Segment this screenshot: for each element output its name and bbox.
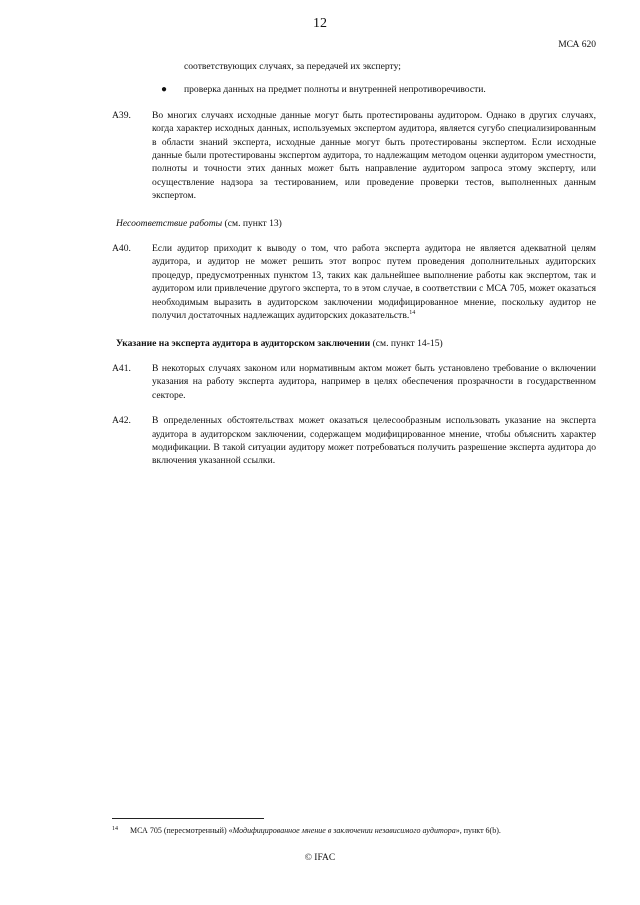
paragraph-a41 xyxy=(112,362,596,402)
bullet-text: проверка данных на предмет полноты и внутренней непротиворечивости. xyxy=(184,84,486,96)
footnote-reference[interactable]: 14 xyxy=(409,309,416,316)
paragraph-a40 xyxy=(112,242,596,322)
paragraph-text: Если аудитор приходит к выводу о том, что работа эксперта аудитора не является адекватной целям аудитора, и аудитор не может решить этот вопрос путем проведения дополнительных аудиторских процедур, предусмотренных пунктом 13, таких как дальнейшее выполнение работы как экспертом, так и аудитором или привлечение другого эксперта, то в этом случае, в соответствии с МСА 705, может оказаться необходимым выразить в аудиторском заключении модифицированное мнение, поскольку аудитор не получил достаточных надлежащих аудиторских доказательств. xyxy=(152,243,596,322)
paragraph-a39 xyxy=(112,109,596,203)
section-heading-reference-to-expert xyxy=(116,337,596,350)
paragraph-text: В определенных обстоятельствах может оказаться целесообразным использовать указание на эксперта аудитора в аудиторском заключении, содержащем модифицированное мнение, чтобы объяснить характер модификации. В такой ситуации аудитору может потребоваться получить разрешение эксперта аудитора до включения указанной ссылки. xyxy=(152,415,596,467)
paragraph-number: A39. xyxy=(112,109,131,121)
footnote-divider xyxy=(112,818,264,819)
bullet-item xyxy=(161,83,596,96)
page-number: 12 xyxy=(313,16,327,31)
heading-title: Указание на эксперта аудитора в аудиторском заключении xyxy=(116,337,371,349)
footnote-prefix: МСА 705 (пересмотренный) « xyxy=(130,826,233,835)
continuation-text: соответствующих случаях, за передачей их эксперту; xyxy=(184,61,401,72)
heading-reference: (см. пункт 14-15) xyxy=(370,337,443,349)
section-heading-inadequate-work xyxy=(116,217,596,230)
copyright-footer: © IFAC xyxy=(304,853,336,863)
bullet-icon: ● xyxy=(161,84,168,96)
footnote-number: 14 xyxy=(112,826,118,832)
paragraph-text: В некоторых случаях законом или нормативным актом может быть установлено требование о включении указания на работу эксперта аудитора, например в целях обеспечения прозрачности в государственном секторе. xyxy=(152,362,596,401)
footnote-text xyxy=(130,826,501,836)
heading-reference: (см. пункт 13) xyxy=(222,217,282,229)
paragraph-a42 xyxy=(112,414,596,468)
page-content xyxy=(112,60,596,480)
standard-code: МСА 620 xyxy=(558,40,596,50)
paragraph-number: A41. xyxy=(112,362,131,374)
paragraph-number: A40. xyxy=(112,243,131,255)
footnote-suffix: », пункт 6(b). xyxy=(455,826,501,835)
footnote-title: Модифицированное мнение в заключении независимого аудитора xyxy=(232,826,456,835)
heading-title: Несоответствие работы xyxy=(116,217,223,229)
paragraph-text: Во многих случаях исходные данные могут быть протестированы аудитором. Однако в других случаях, когда характер исходных данных, используемых экспертом аудитора, является сугубо специализированным в области знаний эксперта, исходные данные могут быть протестированы экспертом. Если исходные данные были протестированы экспертом аудитора, то надлежащим методом оценки аудитором уместности, полноты и точности этих данных может быть направление аудитором запроса этому эксперту, или осуществление надзора за тестированием, или проведение проверки тестов, выполненных данным экспертом. xyxy=(152,109,596,202)
paragraph-number: A42. xyxy=(112,415,131,427)
